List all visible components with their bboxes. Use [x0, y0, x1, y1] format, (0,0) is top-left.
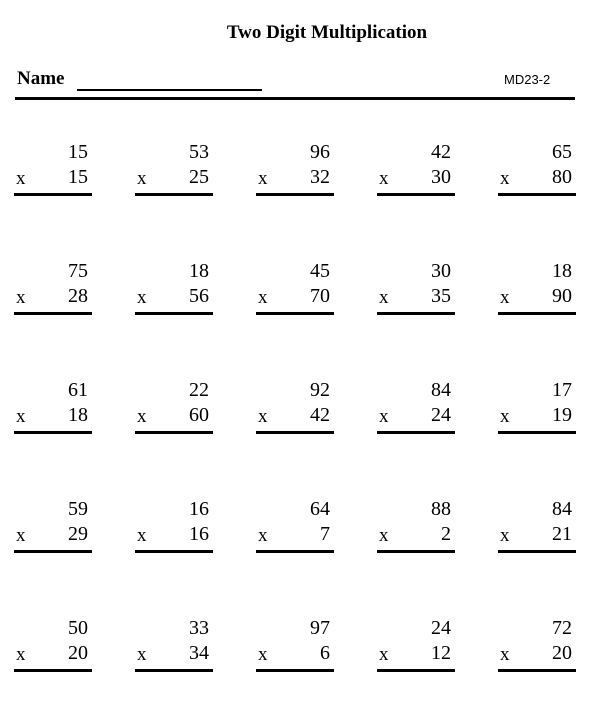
answer-line[interactable] [135, 193, 213, 196]
answer-line[interactable] [498, 312, 576, 315]
multiplicand: 88 [431, 498, 451, 520]
multiplication-problem [135, 379, 213, 439]
multiplicand: 84 [431, 379, 451, 401]
multiplication-problem [135, 498, 213, 558]
times-sign: x [16, 525, 26, 546]
answer-line[interactable] [377, 669, 455, 672]
multiplier: 20 [68, 642, 88, 664]
multiplier: 18 [68, 404, 88, 426]
multiplier: 56 [189, 285, 209, 307]
multiplier: 34 [189, 642, 209, 664]
answer-line[interactable] [256, 312, 334, 315]
answer-line[interactable] [498, 550, 576, 553]
multiplication-problem [256, 141, 334, 201]
multiplier: 42 [310, 404, 330, 426]
times-sign: x [137, 525, 147, 546]
answer-line[interactable] [377, 312, 455, 315]
answer-line[interactable] [256, 431, 334, 434]
answer-line[interactable] [377, 431, 455, 434]
multiplication-problem [377, 498, 455, 558]
worksheet-code: MD23-2 [504, 72, 551, 87]
multiplication-problem [498, 498, 576, 558]
answer-line[interactable] [14, 431, 92, 434]
worksheet-title: Two Digit Multiplication [226, 22, 428, 43]
times-sign: x [258, 525, 268, 546]
multiplicand: 15 [68, 141, 88, 163]
answer-line[interactable] [135, 312, 213, 315]
multiplicand: 96 [310, 141, 330, 163]
answer-line[interactable] [377, 550, 455, 553]
multiplicand: 42 [431, 141, 451, 163]
answer-line[interactable] [14, 312, 92, 315]
multiplier: 19 [552, 404, 572, 426]
times-sign: x [500, 168, 510, 189]
answer-line[interactable] [14, 550, 92, 553]
multiplier: 7 [320, 523, 330, 545]
times-sign: x [137, 168, 147, 189]
multiplication-problem [498, 617, 576, 677]
answer-line[interactable] [135, 431, 213, 434]
multiplicand: 17 [552, 379, 572, 401]
multiplier: 35 [431, 285, 451, 307]
multiplicand: 53 [189, 141, 209, 163]
multiplication-problem [498, 260, 576, 320]
times-sign: x [16, 644, 26, 665]
times-sign: x [500, 525, 510, 546]
answer-line[interactable] [135, 669, 213, 672]
answer-line[interactable] [377, 193, 455, 196]
times-sign: x [379, 287, 389, 308]
multiplier: 29 [68, 523, 88, 545]
multiplicand: 33 [189, 617, 209, 639]
times-sign: x [137, 644, 147, 665]
times-sign: x [137, 406, 147, 427]
multiplicand: 18 [189, 260, 209, 282]
multiplier: 80 [552, 166, 572, 188]
multiplication-problem [14, 379, 92, 439]
multiplier: 12 [431, 642, 451, 664]
multiplication-problem [135, 141, 213, 201]
multiplier: 32 [310, 166, 330, 188]
answer-line[interactable] [256, 669, 334, 672]
multiplier: 15 [68, 166, 88, 188]
name-label: Name [17, 68, 65, 89]
multiplicand: 61 [68, 379, 88, 401]
times-sign: x [258, 287, 268, 308]
answer-line[interactable] [498, 669, 576, 672]
multiplicand: 22 [189, 379, 209, 401]
multiplier: 6 [320, 642, 330, 664]
answer-line[interactable] [135, 550, 213, 553]
multiplication-problem [14, 141, 92, 201]
multiplication-problem [135, 617, 213, 677]
multiplier: 90 [552, 285, 572, 307]
times-sign: x [16, 168, 26, 189]
multiplication-problem [498, 379, 576, 439]
multiplication-problem [256, 260, 334, 320]
answer-line[interactable] [256, 550, 334, 553]
times-sign: x [500, 644, 510, 665]
multiplier: 21 [552, 523, 572, 545]
multiplicand: 65 [552, 141, 572, 163]
multiplier: 20 [552, 642, 572, 664]
multiplier: 25 [189, 166, 209, 188]
multiplication-problem [14, 617, 92, 677]
multiplication-problem [498, 141, 576, 201]
multiplicand: 24 [431, 617, 451, 639]
multiplicand: 45 [310, 260, 330, 282]
multiplier: 60 [189, 404, 209, 426]
times-sign: x [16, 406, 26, 427]
answer-line[interactable] [14, 669, 92, 672]
multiplication-problem [377, 379, 455, 439]
answer-line[interactable] [256, 193, 334, 196]
times-sign: x [500, 287, 510, 308]
multiplication-problem [14, 260, 92, 320]
times-sign: x [379, 168, 389, 189]
multiplicand: 92 [310, 379, 330, 401]
multiplier: 30 [431, 166, 451, 188]
times-sign: x [379, 644, 389, 665]
multiplier: 16 [189, 523, 209, 545]
answer-line[interactable] [498, 193, 576, 196]
multiplication-problem [377, 141, 455, 201]
multiplicand: 75 [68, 260, 88, 282]
times-sign: x [258, 168, 268, 189]
multiplicand: 59 [68, 498, 88, 520]
multiplicand: 72 [552, 617, 572, 639]
multiplication-problem [377, 617, 455, 677]
multiplication-problem [377, 260, 455, 320]
multiplier: 28 [68, 285, 88, 307]
multiplicand: 30 [431, 260, 451, 282]
multiplier: 70 [310, 285, 330, 307]
multiplication-problem [256, 498, 334, 558]
multiplicand: 64 [310, 498, 330, 520]
multiplier: 24 [431, 404, 451, 426]
times-sign: x [500, 406, 510, 427]
multiplication-problem [135, 260, 213, 320]
multiplication-problem [256, 379, 334, 439]
answer-line[interactable] [14, 193, 92, 196]
multiplier: 2 [441, 523, 451, 545]
multiplication-problem [14, 498, 92, 558]
times-sign: x [379, 525, 389, 546]
multiplicand: 18 [552, 260, 572, 282]
multiplicand: 84 [552, 498, 572, 520]
multiplication-problem [256, 617, 334, 677]
times-sign: x [258, 406, 268, 427]
times-sign: x [258, 644, 268, 665]
times-sign: x [379, 406, 389, 427]
answer-line[interactable] [498, 431, 576, 434]
times-sign: x [16, 287, 26, 308]
multiplicand: 16 [189, 498, 209, 520]
times-sign: x [137, 287, 147, 308]
multiplicand: 97 [310, 617, 330, 639]
multiplicand: 50 [68, 617, 88, 639]
